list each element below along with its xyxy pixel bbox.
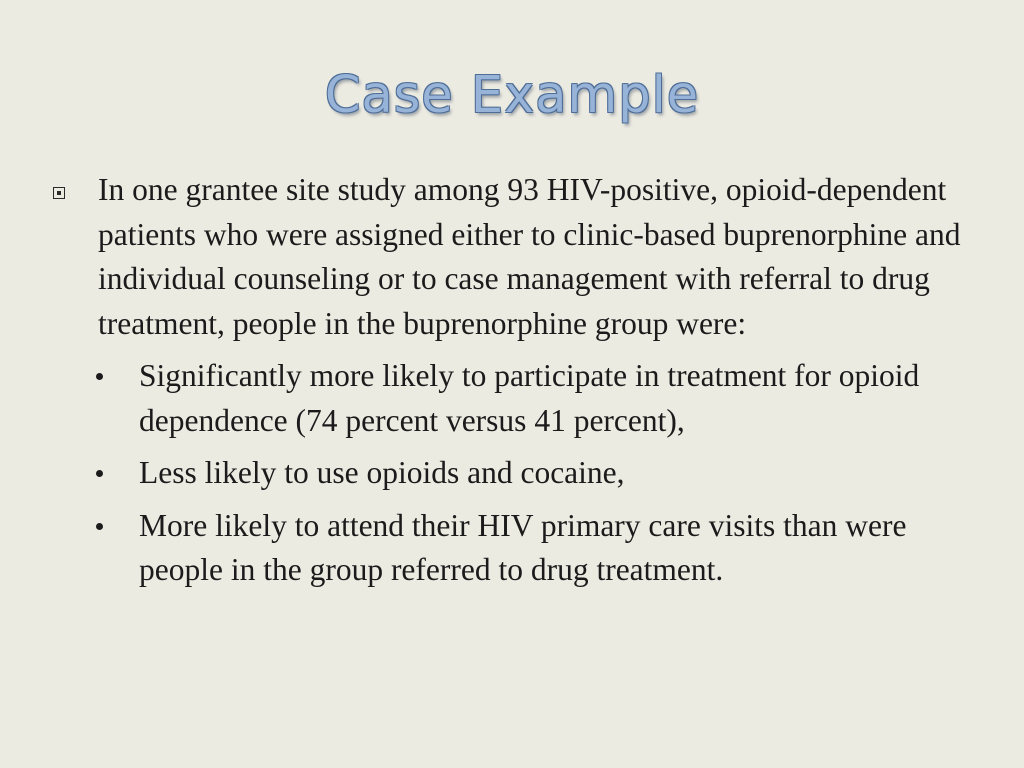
sub-bullet (0, 354, 1024, 443)
sub-bullet (0, 451, 1024, 496)
sub-bullet (0, 504, 1024, 593)
main-bullet (0, 168, 1024, 346)
sub-bullet-text: More likely to attend their HIV primary care visits than were people in the group referred to drug treatment. (139, 507, 907, 587)
slide-content (0, 168, 1024, 601)
slide-title: Case Example (324, 66, 700, 125)
main-bullet-text: In one grantee site study among 93 HIV-positive, opioid-dependent patients who were assigned either to clinic-based buprenorphine and individual counseling or to case management with referral to drug treatment, people in the buprenorphine group were: (98, 172, 961, 341)
sub-bullet-text: Less likely to use opioids and cocaine, (139, 455, 625, 490)
dot-bullet-icon (96, 470, 103, 477)
sub-bullet-list (0, 354, 1024, 593)
dot-bullet-icon (96, 373, 103, 380)
sub-bullet-text: Significantly more likely to participate in treatment for opioid dependence (74 percent versus 41 percent), (139, 358, 920, 438)
dot-bullet-icon (96, 523, 103, 530)
square-bullet-icon (53, 187, 65, 199)
